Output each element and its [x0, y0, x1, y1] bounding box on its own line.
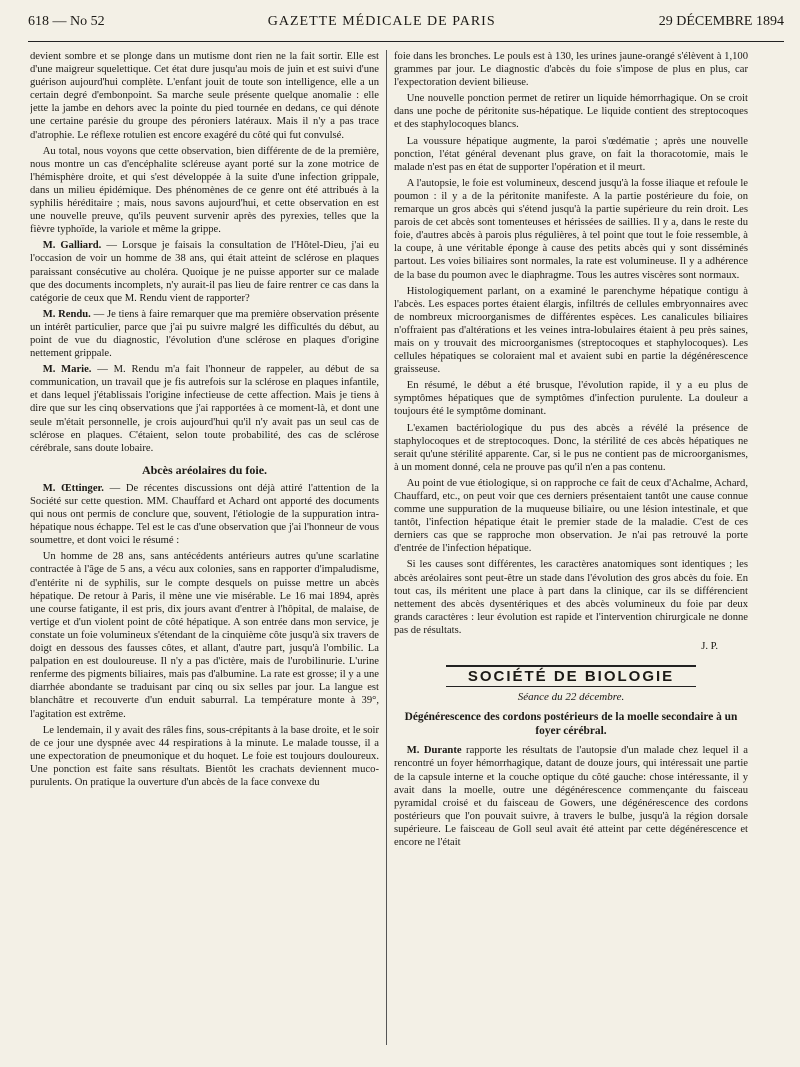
paragraph: L'examen bactériologique du pus des abcès a révélé la présence de staphylocoques et de streptocoques. Donc, la stérilité de ces abcès hépatiques ne serait qu'une stérilité apparente. Car, si le pus ne contient pas de microorganismes, à un moment donné, cela ne prouve pas qu'il n'en a pas contenu.: [394, 422, 748, 473]
author-signature: J. P.: [701, 641, 718, 653]
intervention-durante: [394, 744, 748, 849]
journal-title: GAZETTE MÉDICALE DE PARIS: [267, 14, 496, 29]
right-column: [394, 50, 748, 1047]
paragraph: devient sombre et se plonge dans un mutisme dont rien ne la fait sortir. Elle est d'une maigreur squelettique. Cet état dure jusqu'au mois de juin et est suivi d'une guérison aujourd'hui complète. L'enfant jouit de toute son intelligence, elle a un certain degré d'embonpoint. Sa marche seule présente quelque anomalie : elle jette la jambe en dehors avec la pointe du pied tournée en dedans, ce qui dénote une certaine parésie du groupe des péroniers latéraux. Mais il n'y a pas trace d'atrophie. Le réflexe rotulien est encore exagéré du côté qui fut convulsé.: [30, 51, 379, 141]
issue-date: 29 DÉCEMBRE 1894: [658, 14, 784, 29]
speaker-name: M. Galliard.: [42, 240, 102, 252]
paragraph: A l'autopsie, le foie est volumineux, descend jusqu'à la fosse iliaque et refoule le poumon : il y a de la péritonite manifeste. A la partie postérieure du foie, on remarque un gros abcès qui s'étend jusqu'à la partie supérieure du rein droit. Les parois de cet abcès sont tomenteuses et hérissées de saillies. Il y a, dans le reste du foie, d'autres abcès à parois plus régulières, à tel point que tout le foie ressemble, à la coupe, à une véritable éponge à cause des petits abcès qui y sont disséminés partout. Les voies biliaires sont normales, la rate est volumineuse. Il y a adhérence de la base du poumon avec le diaphragme. Tous les autres viscères sont normaux.: [394, 177, 748, 281]
paragraph: Histologiquement parlant, on a examiné le parenchyme hépatique contigu à l'abcès. Les espaces portes étaient élargis, infiltrés de cellules embryonnaires avec de nombreux microorganismes de différentes espèces. Les canalicules biliaires n'offraient pas d'altérations et les veines intra-lobulaires étaient à peu près saines, mais on y trouvait des microorganismes (streptocoques et staphylocoques). Les cellules hépatiques se coloraient mal et avaient subi en partie la dégénérescence graisseuse.: [394, 285, 748, 376]
paragraph: En résumé, le début a été brusque, l'évolution rapide, il y a eu plus de symptômes hépatiques que de symptômes d'infection purulente. La douleur a toujours été le symptôme dominant.: [394, 380, 748, 418]
column-divider: [386, 50, 387, 1045]
speech-text: — M. Rendu m'a fait l'honneur de rappeler, au début de sa communication, un travail que je fis autrefois sur la sclérose en plaques infantile, et dans lequel j'établissais l'origine infectieuse de cette affection. Mais je tiens à dire que sur les cinq observations que j'ai rapportées à ce moment-là, et dont une seule m'était personnelle, je crois aujourd'hui qu'il n'y avait pas un seul cas de sclérose en plaques. C'étaient, selon toute probabilité, des cas de sclérose cérébrale, sans doute lobaire.: [30, 364, 379, 454]
paragraph: Au point de vue étiologique, si on rapproche ce fait de ceux d'Achalme, Achard, Chauffard, etc., on peut voir que ces derniers présentaient tantôt une cause connue comme une suppuration de la muqueuse biliaire, ou une lésion intestinale, et que tantôt, l'infection hépatique était le premier stade de la maladie. C'est de ces derniers cas que se rapproche mon observation. Je n'ai pas retrouvé la porte d'entrée de l'infection hépatique.: [394, 477, 748, 555]
society-heading: SOCIÉTÉ DE BIOLOGIE: [446, 665, 696, 687]
speech-text: rapporte les résultats de l'autopsie d'un malade chez lequel il a rencontré un foyer hémorrhagique, datant de douze jours, qui intéressait une partie de la capsule interne et la couche optique du côté gauche: chose intéressante, il y avait dans la moelle, outre une dégénérescence commençante du faisceau pyramidal croisé et du faisceau de Gowers, une dégénérescence des cordons postérieurs que l'on pouvait suivre, à travers le bulbe, jusqu'à la région dorsale supérieure. Le faisceau de Goll seul avait été atteint par cette dégénérescence et encore ne l'était: [394, 745, 748, 848]
speaker-name: M. Durante: [406, 745, 462, 757]
paragraph: Au total, nous voyons que cette observation, bien différente de de la première, nous montre un cas d'encéphalite scléreuse ayant porté sur la zone motrice de l'hémisphère droite, et qui s'est développée à la suite d'une infection grippale, dans un milieu épidémique. Des phénomènes de ce genre ont été attribués à la syphilis héréditaire ; mais, nous savons aujourd'hui, et cette observation en est une nouvelle preuve, qu'ils peuvent survenir après des pyrexies, telles que la fièvre typhoïde, la variole et même la grippe.: [30, 145, 379, 236]
paragraph: Un homme de 28 ans, sans antécédents antérieurs autres qu'une scarlatine contractée à l'âge de 5 ans, a vécu aux colonies, sans en rapporter d'impaludisme, d'entérite ni de syphilis, sur le compte desquels on puisse mettre un abcès hépatique. De retour à Paris, il mène une vie misérable. Le 16 mai 1894, après une course fatigante, il est pris, dix jours avant d'entrer à l'hôpital, de malaise, de vertige et d'un violent point de côté hépatique. A son entrée dans mon service, je constate un foie volumineux s'étendant de la cinquième côte jusqu'à six travers de doigt en dessous des fausses côtes, et allant, d'autre part, jusqu'à l'ombilic. La palpation en est douloureuse. Il n'y a pas d'ictère, mais de l'urobilinurie. L'urine renferme des pigments biliaires, mais pas d'albumine. La rate est grosse; il y a une diarrhée abondante se traduisant par cinq ou six selles par jour. La langue est blanchâtre et recouverte d'un enduit saburral. La température monte à 39°, l'agitation est extrême.: [30, 551, 379, 720]
intervention-rendu: [30, 308, 379, 360]
speech-text: — De récentes discussions ont déjà attiré l'attention de la Société sur cette question. MM. Chauffard et Achard ont apporté des documents qui nous ont permis de conclure que, souvent, l'étiologie de la suppuration intra-hépatique nous échappe. Tel est le cas d'une observation que j'ai l'honneur de vous soumettre, et dont voici le résumé :: [30, 482, 379, 547]
speech-text: — Lorsque je faisais la consultation de l'Hôtel-Dieu, j'ai eu l'occasion de voir un homme de 38 ans, qui était atteint de sclérose en plaques paraissant consécutive au choléra. Quoique je ne puisse apporter sur ce malade que des documents incomplets, n'y aurait-il pas lieu de faire rentrer ce cas dans la catégorie de ceux que M. Rendu vient de rapporter?: [30, 240, 379, 304]
speaker-name: M. Rendu.: [42, 308, 91, 320]
session-date: Séance du 22 décembre.: [517, 691, 625, 704]
left-column: [30, 50, 379, 1047]
page-number: 618 — No 52: [28, 14, 105, 29]
speaker-name: M. Œttinger.: [42, 482, 104, 494]
header-rule: [28, 41, 784, 42]
page-header: [28, 14, 784, 36]
paragraph: Le lendemain, il y avait des râles fins, sous-crépitants à la base droite, et le soir de ce jour une dyspnée avec 44 respirations à la minute. Le malade tousse, il a une expectoration de pneumonique et du hoquet. Le foie est toujours douloureux. Une ponction est faite sans résultats. Bientôt les crachats deviennent muco-purulents. On pratique la ouverture d'un abcès de la face convexe du: [30, 724, 379, 788]
intervention-galliard: [30, 239, 379, 304]
paragraph: foie dans les bronches. Le pouls est à 130, les urines jaune-orangé s'élèvent à 1,100 grammes par jour. Le diagnostic d'abcès du foie s'impose de plus en plus, car l'expectoration devient bilieuse.: [394, 51, 748, 89]
paragraph: La voussure hépatique augmente, la paroi s'œdématie ; après une nouvelle ponction, l'état général devenant plus grave, on fait la thoracotomie, mais le malade n'est pas en état de supporter l'opération et il meurt.: [394, 135, 748, 173]
speech-text: — Je tiens à faire remarquer que ma première observation présente un intérêt particulier, parce que j'ai pu suivre malgré les difficultés du début, au point de vue du diagnostic, l'évolution d'une sclérose en plaques d'origine nettement grippale.: [30, 308, 379, 360]
paragraph: Une nouvelle ponction permet de retirer un liquide hémorrhagique. On se croit dans une poche de péritonite sus-hépatique. Le liquide contient des streptocoques et des staphylocoques blancs.: [394, 93, 748, 131]
paragraph: Si les causes sont différentes, les caractères anatomiques sont identiques ; les abcès aréolaires sont peut-être un stade dans l'évolution des gros abcès du foie. En tout cas, ils méritent une place à part dans la clinique, car ils se différencient nettement des abcès dysentériques et des abcès volumineux du foie par deux grands caractères : leur évolution est rapide et l'intervention chirurgicale ne donne pas de résultats.: [394, 559, 748, 636]
intervention-oettinger: [30, 482, 379, 547]
article-title: Dégénérescence des cordons postérieurs de la moelle secondaire à un foyer cérébral.: [404, 711, 738, 738]
section-heading: Abcès aréolaires du foie.: [141, 462, 268, 477]
intervention-marie: [30, 363, 379, 455]
speaker-name: M. Marie.: [42, 364, 92, 376]
